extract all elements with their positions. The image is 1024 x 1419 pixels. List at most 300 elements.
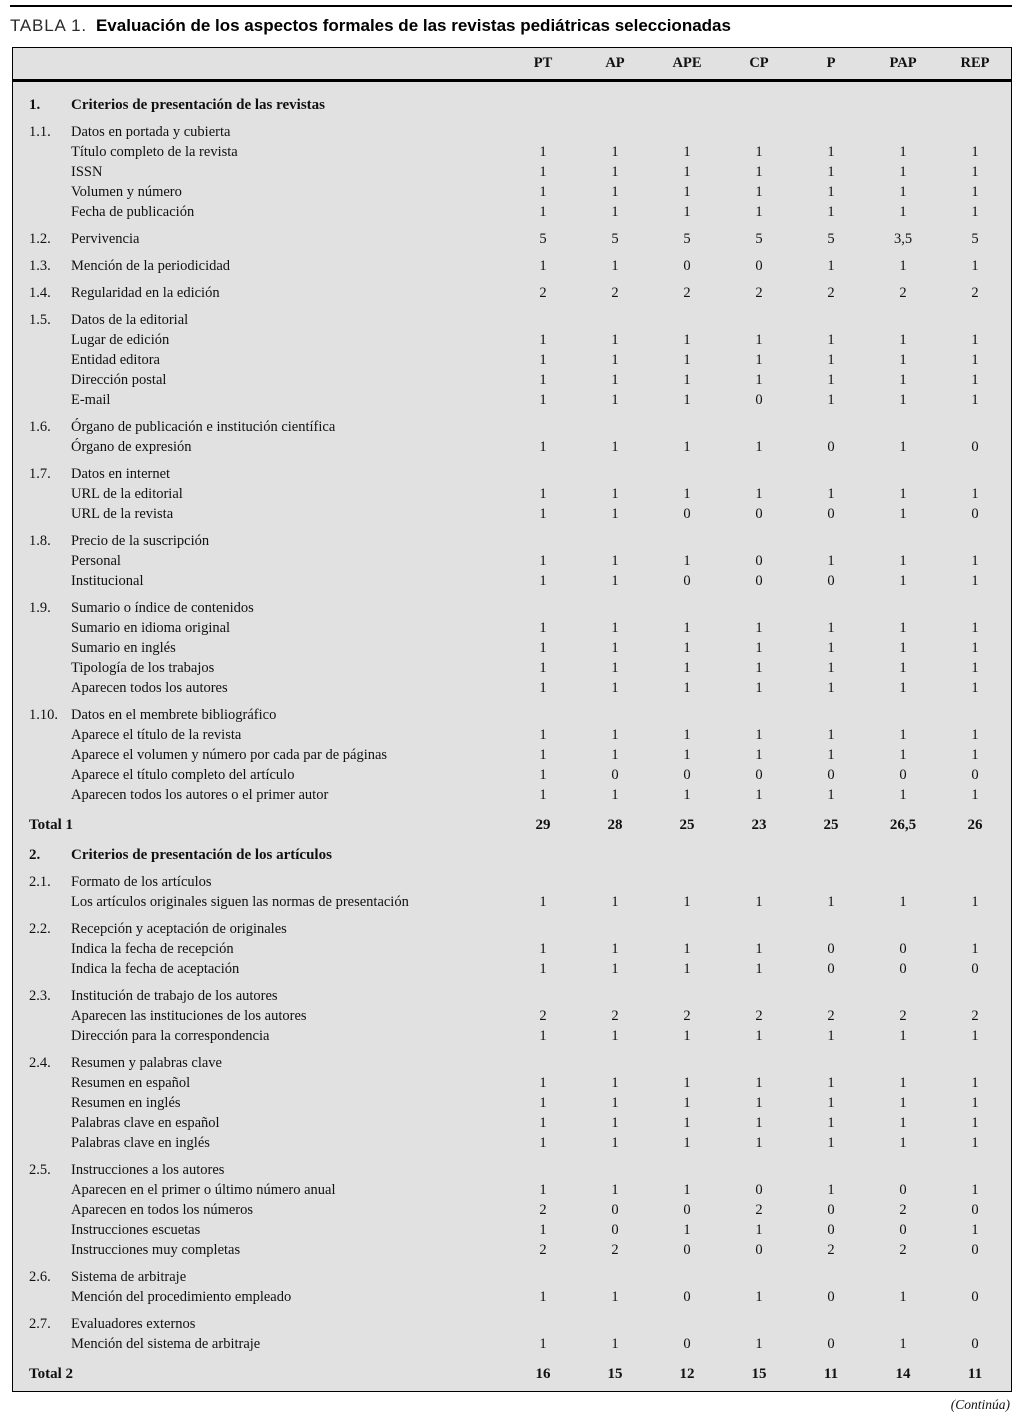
cell-value: 1 [971, 392, 979, 408]
cell-value [867, 986, 939, 1006]
item-row [13, 1287, 1011, 1307]
row-number [13, 182, 71, 202]
cell-value: 1 [683, 1135, 691, 1151]
cell-value [723, 464, 795, 484]
cell-value: 1 [683, 204, 691, 220]
cell-value: 25 [823, 817, 839, 833]
cell-value [939, 310, 1011, 330]
group-row [13, 912, 1011, 939]
cell-value: 2 [611, 1008, 619, 1024]
row-label: Dirección postal [71, 372, 167, 388]
cell-value: 1 [827, 1182, 835, 1198]
cell-value [867, 1053, 939, 1073]
cell-value: 2 [899, 1242, 907, 1258]
cell-value: 1 [971, 660, 979, 676]
cell-value [795, 705, 867, 725]
item-row [13, 1026, 1011, 1046]
cell-value: 1 [539, 941, 547, 957]
cell-value [939, 1053, 1011, 1073]
cell-value [867, 845, 939, 865]
evaluation-table [12, 47, 1012, 1392]
cell-value: 5 [971, 231, 979, 247]
cell-value [507, 531, 579, 551]
cell-value: 0 [827, 573, 835, 589]
cell-value: 0 [899, 961, 907, 977]
group-row [13, 591, 1011, 618]
cell-value: 2 [539, 285, 547, 301]
row-number [13, 350, 71, 370]
cell-value: 1 [827, 486, 835, 502]
cell-value: 1 [899, 747, 907, 763]
cell-value [867, 1267, 939, 1287]
cell-value [939, 986, 1011, 1006]
cell-value [651, 95, 723, 115]
row-label: Aparecen en el primer o último número anual [71, 1182, 336, 1198]
item-row [13, 551, 1011, 571]
item-row [13, 182, 1011, 202]
cell-value [651, 1314, 723, 1334]
cell-value [651, 1267, 723, 1287]
cell-value [723, 95, 795, 115]
cell-value [579, 1053, 651, 1073]
cell-value: 2 [683, 1008, 691, 1024]
cell-value: 11 [967, 1366, 983, 1382]
cell-value [795, 986, 867, 1006]
cell-value: 1 [971, 680, 979, 696]
cell-value: 5 [755, 231, 763, 247]
cell-value [867, 531, 939, 551]
row-label: Institución de trabajo de los autores [71, 988, 278, 1004]
cell-value: 1 [539, 506, 547, 522]
cell-value: 2 [539, 1202, 547, 1218]
cell-value: 1 [683, 553, 691, 569]
cell-value: 14 [895, 1366, 911, 1382]
group-row [13, 1307, 1011, 1334]
cell-value: 15 [607, 1366, 623, 1382]
cell-value: 0 [971, 1289, 979, 1305]
row-number [13, 1073, 71, 1093]
row-label: Lugar de edición [71, 332, 170, 348]
item-row [13, 1133, 1011, 1153]
cell-value [723, 598, 795, 618]
cell-value: 0 [611, 1202, 619, 1218]
row-number [13, 618, 71, 638]
item-row [13, 939, 1011, 959]
cell-value [651, 845, 723, 865]
cell-value: 1 [539, 747, 547, 763]
cell-value: 1 [611, 1289, 619, 1305]
cell-value [579, 417, 651, 437]
row-label: Instrucciones a los autores [71, 1162, 225, 1178]
cell-value: 1 [899, 1135, 907, 1151]
cell-value: 0 [971, 1336, 979, 1352]
row-number [13, 1334, 71, 1354]
item-row [13, 1200, 1011, 1220]
cell-value: 0 [827, 941, 835, 957]
cell-value [795, 872, 867, 892]
cell-value [867, 464, 939, 484]
cell-value: 0 [827, 506, 835, 522]
item-row [13, 1073, 1011, 1093]
cell-value: 1 [755, 961, 763, 977]
cell-value: 5 [683, 231, 691, 247]
cell-value: 1 [971, 941, 979, 957]
cell-value [651, 872, 723, 892]
column-header: APE [672, 55, 702, 71]
cell-value: 1 [539, 640, 547, 656]
total-label: Total 2 [29, 1366, 74, 1382]
cell-value: 1 [755, 941, 763, 957]
cell-value: 1 [611, 1135, 619, 1151]
table-number-label: TABLA 1. [10, 16, 87, 35]
cell-value [723, 845, 795, 865]
cell-value: 1 [899, 1115, 907, 1131]
cell-value: 1 [971, 894, 979, 910]
cell-value: 2 [899, 285, 907, 301]
row-label: URL de la revista [71, 506, 174, 522]
cell-value [651, 310, 723, 330]
cell-value: 1 [611, 680, 619, 696]
cell-value: 1 [611, 1028, 619, 1044]
cell-value [867, 310, 939, 330]
cell-value: 1 [611, 961, 619, 977]
row-number [13, 658, 71, 678]
cell-value: 1 [683, 144, 691, 160]
cell-value: 1 [755, 144, 763, 160]
cell-value: 1 [683, 439, 691, 455]
cell-value: 1 [827, 1075, 835, 1091]
item-row [13, 725, 1011, 745]
cell-value [795, 122, 867, 142]
item-row [13, 504, 1011, 524]
group-row [13, 222, 1011, 249]
cell-value [651, 122, 723, 142]
cell-value: 1 [683, 1075, 691, 1091]
cell-value: 1 [827, 553, 835, 569]
cell-value: 1 [899, 553, 907, 569]
cell-value: 2 [899, 1008, 907, 1024]
row-number: 1.2. [29, 231, 51, 247]
cell-value: 1 [899, 486, 907, 502]
cell-value: 1 [899, 332, 907, 348]
cell-value [723, 1267, 795, 1287]
cell-value [795, 1314, 867, 1334]
row-number: 2.4. [29, 1055, 51, 1071]
row-label: Criterios de presentación de los artículos [71, 847, 332, 863]
cell-value: 1 [971, 1028, 979, 1044]
row-number: 1.4. [29, 285, 51, 301]
cell-value [723, 986, 795, 1006]
cell-value: 1 [899, 620, 907, 636]
cell-value: 1 [827, 620, 835, 636]
row-number [13, 725, 71, 745]
cell-value: 0 [755, 767, 763, 783]
row-label: Datos en internet [71, 466, 171, 482]
cell-value: 1 [755, 439, 763, 455]
item-row [13, 370, 1011, 390]
cell-value: 1 [827, 144, 835, 160]
cell-value [939, 122, 1011, 142]
row-number [13, 939, 71, 959]
cell-value: 1 [611, 747, 619, 763]
cell-value [579, 122, 651, 142]
item-row [13, 658, 1011, 678]
cell-value: 1 [899, 439, 907, 455]
row-label: Formato de los artículos [71, 874, 212, 890]
cell-value: 1 [683, 727, 691, 743]
row-label: Volumen y número [71, 184, 182, 200]
cell-value: 1 [683, 1095, 691, 1111]
cell-value: 3,5 [893, 231, 913, 247]
group-row [13, 1260, 1011, 1287]
cell-value: 2 [683, 285, 691, 301]
cell-value: 1 [827, 1115, 835, 1131]
cell-value: 2 [827, 1242, 835, 1258]
cell-value: 1 [611, 332, 619, 348]
row-number [13, 551, 71, 571]
row-label: Aparece el título completo del artículo [71, 767, 295, 783]
row-label: Aparecen las instituciones de los autores [71, 1008, 307, 1024]
cell-value: 1 [539, 1222, 547, 1238]
row-label: Recepción y aceptación de originales [71, 921, 287, 937]
item-row [13, 959, 1011, 979]
row-label: Sumario o índice de contenidos [71, 600, 254, 616]
row-number [13, 162, 71, 182]
cell-value: 1 [683, 1115, 691, 1131]
cell-value: 0 [683, 506, 691, 522]
item-row [13, 1113, 1011, 1133]
column-header: PAP [889, 55, 917, 71]
column-header: P [826, 55, 836, 71]
cell-value: 1 [827, 332, 835, 348]
cell-value [723, 1160, 795, 1180]
cell-value: 15 [751, 1366, 767, 1382]
cell-value: 0 [899, 767, 907, 783]
cell-value: 1 [611, 1336, 619, 1352]
row-number: 2.1. [29, 874, 51, 890]
cell-value: 2 [611, 285, 619, 301]
cell-value: 1 [827, 258, 835, 274]
cell-value: 1 [539, 767, 547, 783]
continuation-note: (Continúa) [950, 1397, 1010, 1412]
cell-value [507, 1160, 579, 1180]
row-label: Tipología de los trabajos [71, 660, 215, 676]
row-label: Institucional [71, 573, 144, 589]
cell-value: 1 [755, 727, 763, 743]
cell-value: 1 [971, 553, 979, 569]
row-label: Datos en portada y cubierta [71, 124, 231, 140]
row-number: 1.1. [29, 124, 51, 140]
cell-value: 1 [683, 184, 691, 200]
row-number: 1.7. [29, 466, 51, 482]
row-number [13, 1287, 71, 1307]
cell-value: 1 [611, 352, 619, 368]
cell-value: 1 [611, 1075, 619, 1091]
row-label: URL de la editorial [71, 486, 183, 502]
cell-value: 0 [971, 1242, 979, 1258]
cell-value: 1 [899, 204, 907, 220]
cell-value: 1 [683, 640, 691, 656]
cell-value: 1 [755, 372, 763, 388]
cell-value [651, 598, 723, 618]
row-number [13, 370, 71, 390]
cell-value: 1 [827, 640, 835, 656]
cell-value: 1 [971, 486, 979, 502]
cell-value: 1 [971, 184, 979, 200]
cell-value: 1 [611, 727, 619, 743]
row-number [13, 1113, 71, 1133]
cell-value: 1 [539, 1075, 547, 1091]
cell-value [795, 417, 867, 437]
cell-value [651, 1053, 723, 1073]
row-label: Sistema de arbitraje [71, 1269, 187, 1285]
table-caption: Evaluación de los aspectos formales de las revistas pediátricas seleccionadas [95, 16, 731, 35]
group-row [13, 249, 1011, 276]
cell-value: 1 [971, 332, 979, 348]
item-row [13, 638, 1011, 658]
cell-value [579, 872, 651, 892]
cell-value: 1 [611, 894, 619, 910]
cell-value: 1 [971, 352, 979, 368]
cell-value: 1 [611, 941, 619, 957]
row-label: Fecha de publicación [71, 204, 195, 220]
cell-value: 1 [755, 1289, 763, 1305]
row-number [13, 1220, 71, 1240]
cell-value: 2 [827, 285, 835, 301]
cell-value: 1 [683, 1222, 691, 1238]
row-number [13, 142, 71, 162]
cell-value: 1 [899, 727, 907, 743]
cell-value [795, 919, 867, 939]
row-number: 2. [29, 847, 41, 863]
cell-value [507, 1053, 579, 1073]
row-label: Entidad editora [71, 352, 160, 368]
group-row [13, 115, 1011, 142]
cell-value [723, 1314, 795, 1334]
cell-value: 1 [755, 1115, 763, 1131]
cell-value: 1 [755, 894, 763, 910]
cell-value: 1 [755, 1336, 763, 1352]
cell-value: 0 [971, 439, 979, 455]
cell-value: 1 [899, 184, 907, 200]
row-label: Palabras clave en español [71, 1115, 220, 1131]
row-number [13, 765, 71, 785]
row-label: Regularidad en la edición [71, 285, 220, 301]
row-label: Personal [71, 553, 121, 569]
item-row [13, 1220, 1011, 1240]
cell-value [507, 845, 579, 865]
cell-value: 1 [971, 747, 979, 763]
cell-value [867, 1160, 939, 1180]
row-label: Resumen en español [71, 1075, 191, 1091]
cell-value [507, 1314, 579, 1334]
cell-value [939, 464, 1011, 484]
cell-value: 1 [827, 1135, 835, 1151]
row-number [13, 892, 71, 912]
cell-value: 2 [755, 1008, 763, 1024]
cell-value [651, 919, 723, 939]
cell-value: 1 [971, 787, 979, 803]
row-number [13, 1133, 71, 1153]
cell-value: 5 [827, 231, 835, 247]
total-row [13, 805, 1011, 835]
row-label: Mención del procedimiento empleado [71, 1289, 292, 1305]
cell-value: 1 [899, 1336, 907, 1352]
cell-value: 1 [539, 787, 547, 803]
row-number [13, 202, 71, 222]
cell-value: 25 [679, 817, 695, 833]
item-row [13, 745, 1011, 765]
cell-value: 1 [683, 961, 691, 977]
cell-value: 1 [611, 573, 619, 589]
cell-value [579, 95, 651, 115]
item-row [13, 785, 1011, 805]
cell-value: 1 [755, 660, 763, 676]
cell-value [579, 986, 651, 1006]
total-row [13, 1354, 1011, 1384]
row-label: Pervivencia [71, 231, 140, 247]
row-number: 1.8. [29, 533, 51, 549]
cell-value: 1 [539, 1115, 547, 1131]
cell-value: 0 [827, 1336, 835, 1352]
cell-value: 1 [971, 258, 979, 274]
cell-value: 1 [827, 787, 835, 803]
cell-value [939, 845, 1011, 865]
cell-value: 1 [971, 1115, 979, 1131]
cell-value: 1 [611, 640, 619, 656]
group-row [13, 410, 1011, 437]
cell-value [867, 122, 939, 142]
cell-value: 1 [755, 680, 763, 696]
cell-value [795, 1160, 867, 1180]
cell-value: 1 [539, 372, 547, 388]
cell-value: 2 [755, 1202, 763, 1218]
cell-value: 1 [899, 787, 907, 803]
cell-value: 16 [535, 1366, 551, 1382]
cell-value: 2 [899, 1202, 907, 1218]
row-number [13, 785, 71, 805]
row-number [13, 437, 71, 457]
cell-value: 0 [827, 1289, 835, 1305]
cell-value: 1 [971, 727, 979, 743]
cell-value [579, 1160, 651, 1180]
cell-value: 1 [611, 1115, 619, 1131]
row-label: Órgano de expresión [71, 439, 192, 455]
item-row [13, 892, 1011, 912]
row-number [13, 1200, 71, 1220]
item-row [13, 1334, 1011, 1354]
row-label: Indica la fecha de aceptación [71, 961, 240, 977]
cell-value [723, 919, 795, 939]
cell-value: 1 [539, 144, 547, 160]
cell-value: 2 [539, 1242, 547, 1258]
group-row [13, 1046, 1011, 1073]
cell-value [723, 1053, 795, 1073]
cell-value: 0 [755, 1182, 763, 1198]
cell-value [795, 1267, 867, 1287]
cell-value [579, 1267, 651, 1287]
column-header-row [13, 48, 1011, 82]
cell-value: 1 [971, 1095, 979, 1111]
cell-value [579, 845, 651, 865]
cell-value: 1 [755, 1075, 763, 1091]
row-number: 1. [29, 97, 41, 113]
cell-value [579, 531, 651, 551]
cell-value [651, 417, 723, 437]
row-label: Sumario en inglés [71, 640, 176, 656]
cell-value: 1 [539, 680, 547, 696]
cell-value: 1 [755, 747, 763, 763]
